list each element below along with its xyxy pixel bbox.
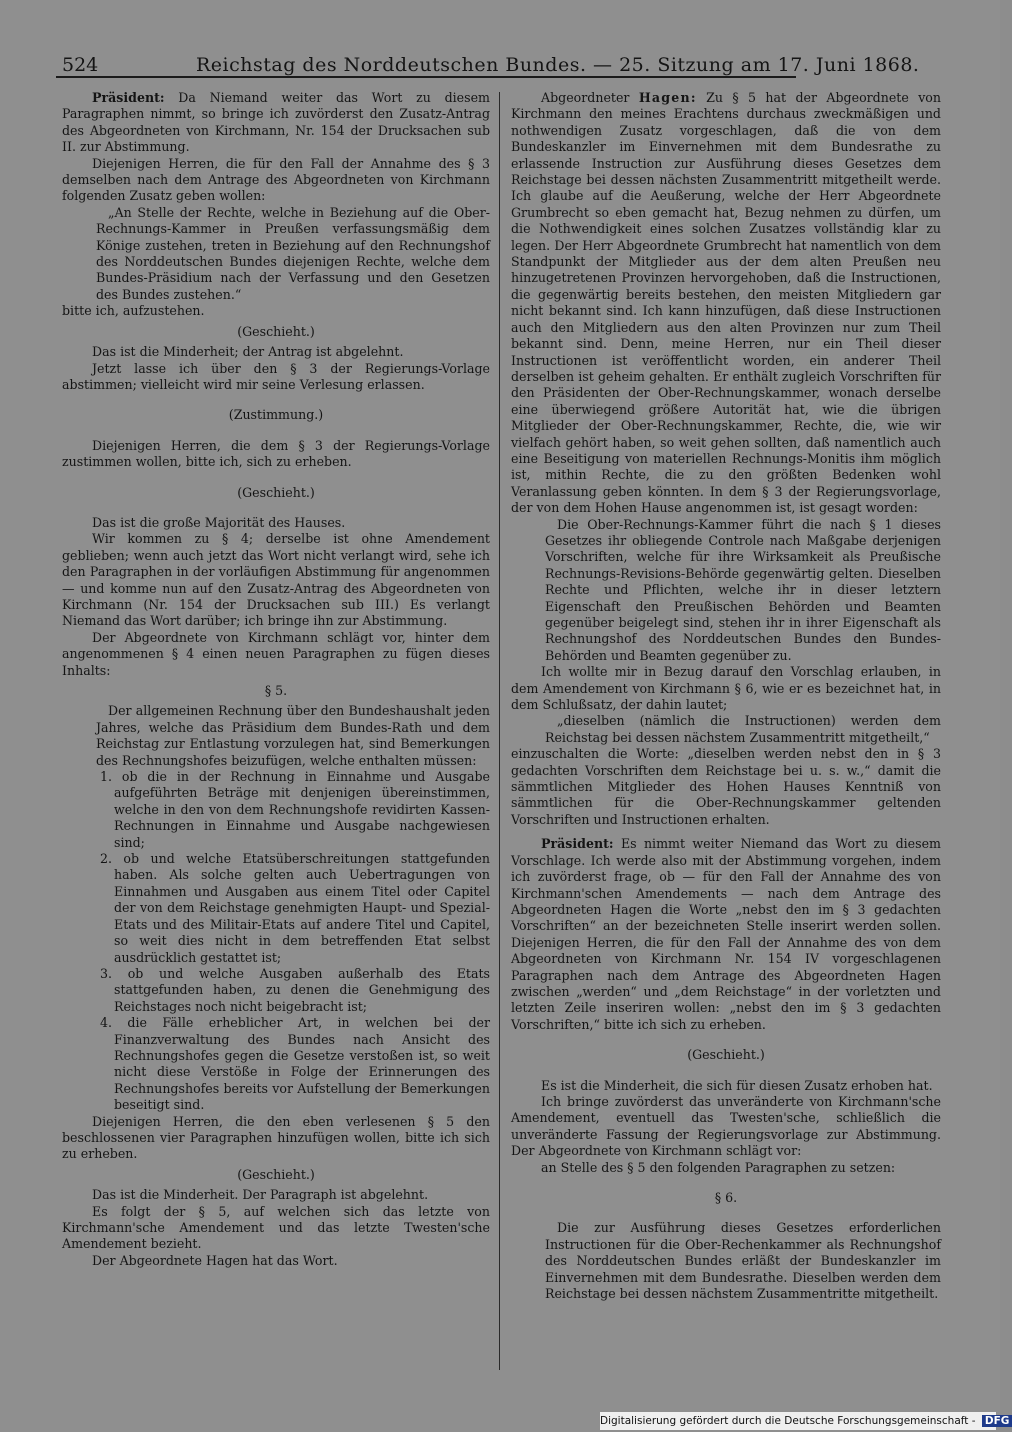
paragraph: Jetzt lasse ich über den § 3 der Regierungs-Vorlage abstimmen; vielleicht wird mir seine Verlesung erlassen. bbox=[62, 360, 490, 392]
speaker-prefix: Abgeordneter bbox=[541, 90, 639, 105]
paragraph: Es ist die Minderheit, die sich für diesen Zusatz erhoben hat. bbox=[541, 1077, 933, 1093]
quoted-text: „An Stelle der Rechte, welche in Beziehung auf die Ober-Rechnungs-Kammer in Preußen verfassungsmäßig dem Könige zustehen, treten in Beziehung auf den Rechnungshof des Norddeutschen Bundes diejenigen Rechte, welche dem Bundes-Präsidium nach der Verfassung und den Gesetzen des Bundes zustehen.“ bbox=[96, 204, 490, 302]
paragraph: Der Abgeordnete von Kirchmann schlägt vor, hinter dem angenommenen § 4 einen neuen Paragraphen zu fügen dieses Inhalts: bbox=[62, 629, 490, 678]
paragraph: Das ist die Minderheit. Der Paragraph ist abgelehnt. bbox=[92, 1187, 429, 1203]
paragraph: Diejenigen Herren, die den eben verlesenen § 5 den beschlossenen vier Paragraphen hinzufügen wollen, bitte ich sich zu erheben. bbox=[62, 1113, 490, 1162]
paragraph: Diejenigen Herren, die für den Fall der Annahme des § 3 demselben nach dem Antrage des Abgeordneten von Kirchmann folgenden Zusatz geben wollen: bbox=[62, 155, 490, 204]
paragraph: Ich wollte mir in Bezug darauf den Vorschlag erlauben, in dem Amendement von Kirchmann § 6, wie er es bezeichnet hat, in dem Schlußsatz, der dahin lautet; bbox=[511, 664, 941, 713]
stage-direction: (Geschieht.) bbox=[237, 1166, 315, 1182]
section-heading: § 6. bbox=[714, 1190, 738, 1205]
dfg-logo: DFG bbox=[982, 1415, 1012, 1427]
quoted-text: „dieselben (nämlich die Instructionen) werden dem Reichstag bei dessen nächstem Zusammentritt mitgetheilt,“ bbox=[545, 713, 941, 745]
list-item: 1. ob die in der Rechnung in Einnahme und Ausgabe aufgeführten Beträge mit denjenigen übereinstimmen, welche in den von dem Rechnungshofe revidirten Kassen-Rechnungen in Einnahme und Ausgabe nachgewiesen sind; bbox=[100, 769, 490, 850]
stage-direction: (Geschieht.) bbox=[237, 323, 315, 339]
running-title: Reichstag des Norddeutschen Bundes. — 25. Sitzung am 17. Juni 1868. bbox=[196, 54, 920, 76]
paragraph: Das ist die Minderheit; der Antrag ist abgelehnt. bbox=[92, 344, 404, 360]
footer-text: Digitalisierung gefördert durch die Deutsche Forschungsgemeinschaft - bbox=[600, 1415, 979, 1427]
speaker-label: Hagen: bbox=[638, 90, 697, 105]
paragraph: einzuschalten die Worte: „dieselben werden nebst den in § 3 gedachten Vorschriften dem Reichstage bei u. s. w.,“ damit die sämmtlichen Mitglieder des Hohen Hauses Kenntniß von sämmtlichen für die Ober-Rechnungskammer geltenden Vorschriften und Instructionen erhalten. bbox=[511, 746, 941, 827]
paragraph: Es folgt der § 5, auf welchen sich das letzte von Kirchmann'sche Amendement und das letzte Twesten'sche Amendement bezieht. bbox=[62, 1203, 490, 1252]
stage-direction: (Geschieht.) bbox=[237, 484, 315, 500]
speaker-label: Präsident: bbox=[541, 836, 614, 852]
page-header bbox=[56, 52, 946, 82]
left-column bbox=[62, 90, 490, 1269]
paragraph-text: Da Niemand weiter das Wort zu diesem Paragraphen nimmt, so bringe ich zuvörderst den Zusatz-Antrag des Abgeordneten von Kirchmann, Nr. 154 der Drucksachen sub II. zur Abstimmung. bbox=[62, 90, 490, 155]
right-column bbox=[511, 90, 941, 1302]
paragraph-text: Zu § 5 hat der Abgeordnete von Kirchmann den meines Erachtens durchaus zweckmäßigen und nothwendigen Zusatz vorgeschlagen, daß die von dem Bundeskanzler im Einvernehmen mit dem Bundesrathe zu erlassende Instruction zur Ausführung dieses Gesetzes dem Reichstage bei dessen nächsten Zusammentritt mitgetheilt werde. Ich glaube auf die Aeußerung, welche der Herr Abgeordnete Grumbrecht so eben gemacht hat, Bezug nehmen zu dürfen, um die Nothwendigkeit eines solchen Zusatzes vollständig klar zu legen. Der Herr Abgeordnete Grumbrecht hat namentlich von dem Standpunkt der Mitglieder aus der dem alten Preußen neu hinzugetretenen Provinzen hervorgehoben, daß die Instructionen, die gegenwärtig bereits bestehen, den meisten Mitgliedern gar nicht bekannt sind. Ich kann hinzufügen, daß diese Instructionen auch den Mitgliedern aus den alten Provinzen nur zum Theil bekannt sind. Denn, meine Herren, nur ein Theil dieser Instructionen ist veröffentlicht worden, ein anderer Theil derselben ist geheim gehalten. Er enthält zugleich Vorschriften für den Präsidenten der Ober-Rechnungskammer, wonach derselbe eine überwiegend größere Autorität hat, wie die übrigen Mitglieder der Ober-Rechnungskammer, Rechte, die, wie wir vielfach gehört haben, so weit gehen sollten, daß namentlich auch eine Beseitigung von materiellen Rechnungs-Monitis ihm möglich ist, mithin Rechte, die zu den größten Bedenken wohl Veranlassung geben könnten. In dem § 3 der Regierungsvorlage, der von dem Hohen Hause angenommen ist, ist gesagt worden: bbox=[511, 90, 941, 516]
speaker-label: Präsident: bbox=[92, 90, 165, 105]
quoted-text: Der allgemeinen Rechnung über den Bundeshaushalt jeden Jahres, welche das Präsidium dem Bundes-Rath und dem Reichstag zur Entlastung vorzulegen hat, sind Bemerkungen des Rechnungshofes beizufügen, welche enthalten müssen: bbox=[96, 703, 490, 768]
list-item: 3. ob und welche Ausgaben außerhalb des Etats stattgefunden haben, zu denen die Genehmigung des Reichstages noch nicht beigebracht ist; bbox=[100, 965, 490, 1014]
section-heading: § 5. bbox=[264, 683, 288, 698]
stage-direction: (Geschieht.) bbox=[687, 1047, 765, 1063]
paragraph: Das ist die große Majorität des Hauses. bbox=[92, 514, 346, 530]
list-item: 4. die Fälle erheblicher Art, in welchen bei der Finanzverwaltung des Bundes nach Ansicht des Rechnungshofes gegen die Gesetze verstoßen ist, so weit nicht diese Verstöße in Folge der Erinnerungen des Rechnungshofes bereits vor Aufstellung der Bemerkungen beseitigt sind. bbox=[100, 1015, 490, 1113]
paragraph bbox=[511, 836, 941, 1033]
paragraph: Der Abgeordnete Hagen hat das Wort. bbox=[92, 1252, 338, 1268]
paragraph: an Stelle des § 5 den folgenden Paragraphen zu setzen: bbox=[541, 1159, 896, 1175]
quoted-text: Die zur Ausführung dieses Gesetzes erforderlichen Instructionen für die Ober-Rechenkammer als Rechnungshof des Norddeutschen Bundes erläßt der Bundeskanzler im Einvernehmen mit dem Bundesrathe. Dieselben werden dem Reichstage bei dessen nächstem Zusammentritte mitgetheilt. bbox=[545, 1220, 941, 1302]
page-number: 524 bbox=[62, 54, 99, 76]
paragraph: Ich bringe zuvörderst das unveränderte von Kirchmann'sche Amendement, eventuell das Twesten'sche, schließlich die unveränderte Fassung der Regierungsvorlage zur Abstimmung. Der Abgeordnete von Kirchmann schlägt vor: bbox=[511, 1093, 941, 1159]
paragraph: Wir kommen zu § 4; derselbe ist ohne Amendement geblieben; wenn auch jetzt das Wort nicht verlangt wird, sehe ich den Paragraphen in der vorläufigen Abstimmung für angenommen — und komme nun auf den Zusatz-Antrag des Abgeordneten von Kirchmann (Nr. 154 der Drucksachen sub III.) Es verlangt Niemand das Wort darüber; ich bringe ihn zur Abstimmung. bbox=[62, 531, 490, 629]
paragraph-text: Es nimmt weiter Niemand das Wort zu diesem Vorschlage. Ich werde also mit der Abstimmung vorgehen, indem ich zuvörderst frage, ob — für den Fall der Annahme des von Kirchmann'schen Amendements — nach dem Antrage des Abgeordneten Hagen die Worte „nebst den im § 3 gedachten Vorschriften“ an der bezeichneten Stelle inserirt werden sollen. Diejenigen Herren, die für den Fall der Annahme des von dem Abgeordneten von Kirchmann Nr. 154 IV vorgeschlagenen Paragraphen nach dem Antrage des Abgeordneten Hagen zwischen „werden“ und „dem Reichstage“ in der vorletzten und letzten Zeile inseriren wollen: „nebst den im § 3 gedachten Vorschriften,“ bitte ich sich zu erheben. bbox=[511, 836, 941, 1032]
paragraph bbox=[511, 90, 941, 517]
quoted-text: Die Ober-Rechnungs-Kammer führt die nach § 1 dieses Gesetzes ihr obliegende Controle nach Maßgabe derjenigen Vorschriften, welche für ihre Wirksamkeit als Preußische Rechnungs-Revisions-Behörde gegenwärtig gelten. Dieselben Rechte und Pflichten, welche ihr in dieser letztern Eigenschaft den Preußischen Behörden und Beamten gegenüber beigelegt sind, stehen ihr in ihrer Eigenschaft als Rechnungshof des Norddeutschen Bundes den Bundes-Behörden und Beamten gegenüber zu. bbox=[545, 516, 941, 663]
column-divider bbox=[499, 92, 500, 1370]
paragraph: bitte ich, aufzustehen. bbox=[62, 303, 205, 319]
digitization-footer bbox=[600, 1412, 1010, 1430]
paragraph: Diejenigen Herren, die dem § 3 der Regierungs-Vorlage zustimmen wollen, bitte ich, sich zu erheben. bbox=[62, 437, 490, 470]
paragraph bbox=[62, 90, 490, 156]
header-rule bbox=[56, 76, 796, 78]
stage-direction: (Zustimmung.) bbox=[228, 407, 324, 423]
list-item: 2. ob und welche Etatsüberschreitungen stattgefunden haben. Als solche gelten auch Uebertragungen von Einnahmen und Ausgaben aus einem Titel oder Capitel der von dem Reichstage genehmigten Haupt- und Spezial-Etats und des Militair-Etats auf andere Titel und Capitel, so weit dies nicht in dem betreffenden Etat selbst ausdrücklich gestattet ist; bbox=[100, 851, 490, 965]
